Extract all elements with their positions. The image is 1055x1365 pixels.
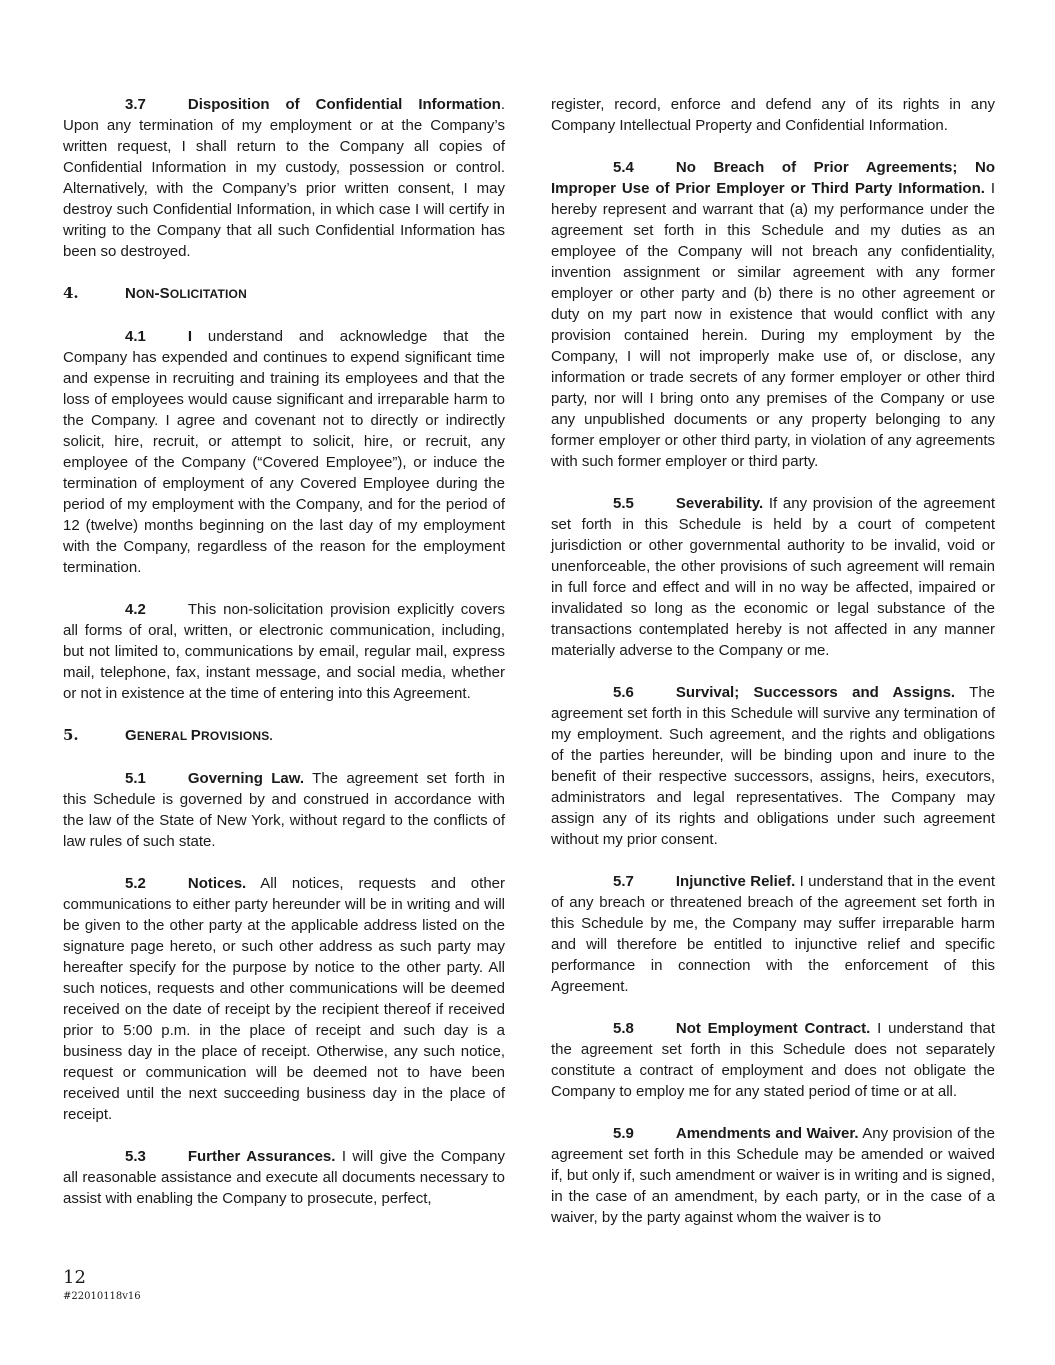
left-column [63, 94, 505, 1209]
section-5-7 [551, 871, 995, 997]
section-3-7 [63, 94, 505, 262]
heading-title: GENERAL PROVISIONS. [125, 727, 273, 744]
page-number: 12 [63, 1267, 86, 1288]
section-number: 5.5 [613, 495, 634, 512]
section-text: This non-solicitation provision explicitly covers all forms of oral, written, or electronic communication, including, but not limited to, communications by email, regular mail, express mail, telephone, fax, instant message, and social media, whether or not in existence at the time of entering into this Agreement. [63, 601, 505, 702]
right-column [551, 94, 995, 1228]
section-number: 5.1 [125, 770, 146, 787]
section-title: Injunctive Relief. [675, 873, 796, 890]
section-5-8 [551, 1018, 995, 1102]
section-text: understand and acknowledge that the Company has expended and continues to expend significant time and expense in recruiting and training its employees and that the loss of employees would cause significant and irreparable harm to the Company. I agree and covenant not to directly or indirectly solicit, hire, recruit, or attempt to solicit, hire, or recruit, any employee of the Company (“Covered Employee”), or induce the termination of employment of any Covered Employee during the period of my employment with the Company, and for the period of 12 (twelve) months beginning on the last day of my employment with the Company, regardless of the reason for the employment termination. [63, 328, 505, 576]
section-text: Any provision of the agreement set forth in this Schedule may be amended or waived if, but only if, such amendment or waiver is in writing and is signed, in the case of an amendment, by each party, or in the case of a waiver, by the party against whom the waiver is to [551, 1125, 995, 1226]
section-number: 3.7 [125, 96, 146, 113]
section-text: All notices, requests and other communications to either party hereunder will be in writing and will be given to the other party at the applicable address listed on the signature page hereto, or such other address as such party may hereafter specify for the purpose by notice to the other party. All such notices, requests and other communications will be deemed received on the date of receipt by the recipient thereof if received prior to 5:00 p.m. in the place of receipt and such day is a business day in the place of receipt. Otherwise, any such notice, request or communication will be deemed not to have been received until the next succeeding business day in the place of receipt. [63, 875, 505, 1123]
section-text: I hereby represent and warrant that (a) my performance under the agreement set forth in this Schedule and my duties as an employee of the Company will not breach any confidentiality, invention assignment or similar agreement with any former employer or other party and (b) there is no other agreement or duty on my part now in existence that would conflict with any provision contained herein. During my employment by the Company, I will not improperly make use of, or disclose, any information or trade secrets of any former employer or other third party, nor will I bring onto any premises of the Company or use any unpublished documents or any property belonging to any former employer or other third party, in violation of any agreements with such former employer or third party. [551, 180, 995, 470]
section-number: 5.7 [613, 873, 634, 890]
section-title: Survival; Successors and Assigns. [675, 684, 956, 701]
section-title: Disposition of Confidential Information [187, 96, 501, 113]
section-number: 5.3 [125, 1148, 146, 1165]
section-4-1 [63, 326, 505, 578]
section-number: 5.4 [613, 159, 634, 176]
section-text: register, record, enforce and defend any of its rights in any Company Intellectual Property and Confidential Information. [551, 96, 995, 134]
section-number: 5.9 [613, 1125, 634, 1142]
section-5-2 [63, 873, 505, 1125]
section-5-6 [551, 682, 995, 850]
section-5-4 [551, 157, 995, 472]
section-title: Governing Law. [187, 770, 305, 787]
section-text: If any provision of the agreement set forth in this Schedule is held by a court of competent jurisdiction or other governmental authority to be invalid, void or unenforceable, the other provisions of such agreement will remain in full force and effect and will in no way be affected, impaired or invalidated so long as the economic or legal substance of the transactions contemplated hereby is not affected in any manner materially adverse to the Company or me. [551, 495, 995, 659]
section-text: The agreement set forth in this Schedule is governed by and construed in accordance with the law of the State of New York, without regard to the conflicts of law rules of such state. [63, 770, 505, 850]
section-title: Further Assurances. [187, 1148, 336, 1165]
section-4-2 [63, 599, 505, 704]
section-number: 5.2 [125, 875, 146, 892]
section-number: 4.1 [125, 328, 146, 345]
section-5-1 [63, 768, 505, 852]
section-5-5 [551, 493, 995, 661]
section-text: . Upon any termination of my employment or at the Company’s written request, I shall return to the Company all copies of Confidential Information in my custody, possession or control. Alternatively, with the Company’s prior written consent, I may destroy such Confidential Information, in which case I will certify in writing to the Company that all such Confidential Information has been so destroyed. [63, 96, 505, 260]
section-number: 5.6 [613, 684, 634, 701]
section-5-9 [551, 1123, 995, 1228]
section-title: Not Employment Contract. [675, 1020, 871, 1037]
section-text: I understand that in the event of any breach or threatened breach of the agreement set forth in this Schedule by me, the Company may suffer irreparable harm and will therefore be entitled to injunctive relief and specific performance in connection with the enforcement of this Agreement. [551, 873, 995, 995]
section-number: 5.8 [613, 1020, 634, 1037]
heading-title: NON-SOLICITATION [125, 285, 247, 302]
heading-number: 5. [63, 726, 79, 744]
heading-number: 4. [63, 284, 79, 302]
heading-4-non-solicitation [63, 283, 505, 305]
section-text: I understand that the agreement set forth in this Schedule does not separately constitute a contract of employment and does not obligate the Company to employ me for any stated period of time or at all. [551, 1020, 995, 1100]
page-footer [63, 1268, 141, 1304]
heading-5-general-provisions [63, 725, 505, 747]
section-title: Severability. [675, 495, 764, 512]
section-text: I will give the Company all reasonable assistance and execute all documents necessary to assist with enabling the Company to prosecute, perfect, [63, 1148, 505, 1207]
section-title: No Breach of Prior Agreements; No Improper Use of Prior Employer or Third Party Information. [551, 159, 995, 197]
section-5-3 [63, 1146, 505, 1209]
section-number: 4.2 [125, 601, 146, 618]
section-title: I [187, 328, 193, 345]
section-title: Amendments and Waiver. [675, 1125, 859, 1142]
section-5-3-continued [551, 94, 995, 136]
section-title: Notices. [187, 875, 247, 892]
section-text: The agreement set forth in this Schedule will survive any termination of my employment. Such agreement, and the rights and obligations of the parties hereunder, will be binding upon and inure to the benefit of their respective successors, assigns, heirs, executors, administrators and legal representatives. The Company may assign any of its rights and obligations under such agreement without my prior consent. [551, 684, 996, 848]
document-id: #22010118v16 [63, 1291, 141, 1302]
